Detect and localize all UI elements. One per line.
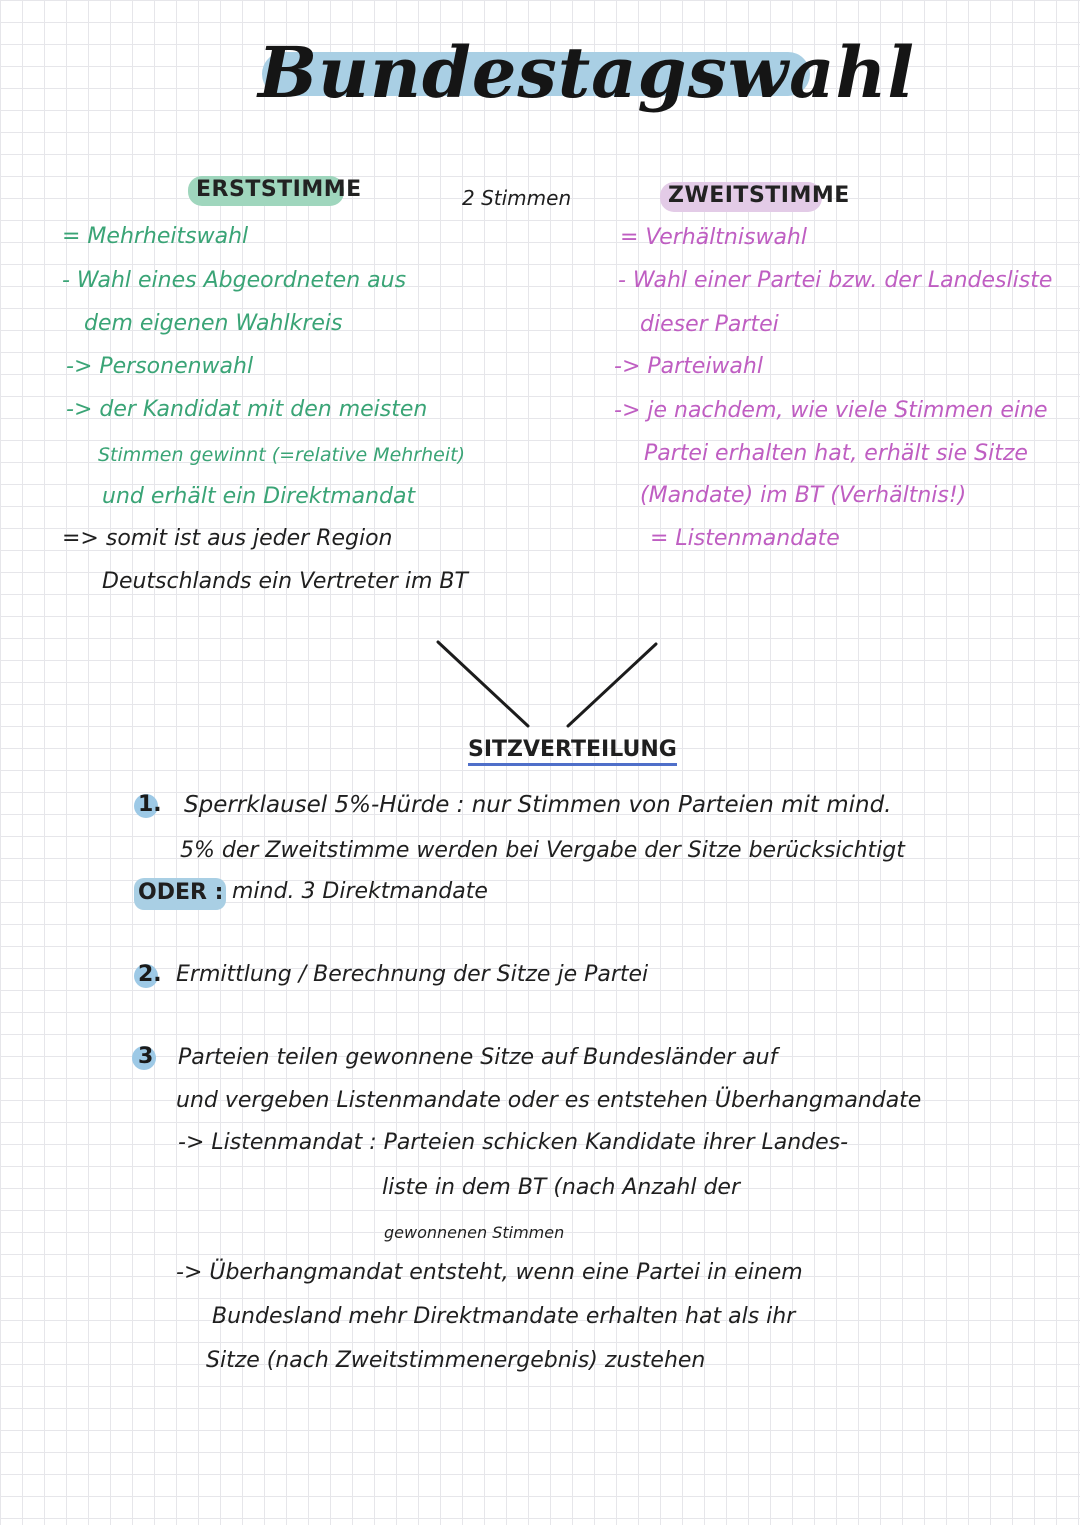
zweit-line-1: = Verhältniswahl xyxy=(620,225,807,250)
ueberhang-line-1: -> Überhangmandat entsteht, wenn eine Partei in einem xyxy=(176,1260,803,1285)
erststimme-heading: ERSTSTIMME xyxy=(196,177,362,202)
zweit-line-7: (Mandate) im BT (Verhältnis!) xyxy=(640,483,967,508)
item3-line-2: und vergeben Listenmandate oder es entstehen Überhangmandate xyxy=(176,1088,922,1113)
erst-line-7: und erhält ein Direktmandat xyxy=(102,484,416,509)
zweitstimme-heading: ZWEITSTIMME xyxy=(668,183,850,208)
item3-number: 3 xyxy=(138,1044,154,1069)
erst-conclusion-2: Deutschlands ein Vertreter im BT xyxy=(102,569,468,594)
zweit-line-3: dieser Partei xyxy=(640,312,779,337)
listenmandat-line-2: liste in dem BT (nach Anzahl der xyxy=(382,1175,740,1200)
erst-line-4: -> Personenwahl xyxy=(66,354,254,379)
item2-number: 2. xyxy=(138,962,162,987)
erst-line-6: Stimmen gewinnt (=relative Mehrheit) xyxy=(98,444,465,466)
item1-line-1: Sperrklausel 5%-Hürde : nur Stimmen von Parteien mit mind. xyxy=(184,792,892,818)
erst-line-1: = Mehrheitswahl xyxy=(62,224,249,249)
zweit-line-5: -> je nachdem, wie viele Stimmen eine xyxy=(614,398,1048,423)
zweit-line-6: Partei erhalten hat, erhält sie Sitze xyxy=(644,441,1028,466)
item1-number: 1. xyxy=(138,792,162,817)
page-title: Bundestagswahl xyxy=(258,31,915,114)
zweit-line-4: -> Parteiwahl xyxy=(614,354,763,379)
center-label: 2 Stimmen xyxy=(462,186,572,210)
converging-lines-icon xyxy=(430,636,662,732)
sitzverteilung-heading: SITZVERTEILUNG xyxy=(468,737,677,766)
erst-line-2: - Wahl eines Abgeordneten aus xyxy=(62,268,407,293)
ueberhang-line-2: Bundesland mehr Direktmandate erhalten hat als ihr xyxy=(212,1304,796,1329)
oder-text: mind. 3 Direktmandate xyxy=(232,879,488,904)
ueberhang-line-3: Sitze (nach Zweitstimmenergebnis) zustehen xyxy=(206,1348,706,1373)
oder-label: ODER : xyxy=(138,880,224,905)
erst-line-3: dem eigenen Wahlkreis xyxy=(84,311,343,336)
zweit-line-2: - Wahl einer Partei bzw. der Landesliste xyxy=(618,268,1053,293)
listenmandat-line-3: gewonnenen Stimmen xyxy=(384,1223,565,1242)
zweit-line-8: = Listenmandate xyxy=(650,526,840,551)
listenmandat-line-1: -> Listenmandat : Parteien schicken Kandidate ihrer Landes- xyxy=(178,1130,849,1155)
erst-line-5: -> der Kandidat mit den meisten xyxy=(66,397,428,422)
item2-text: Ermittlung / Berechnung der Sitze je Partei xyxy=(176,962,649,987)
item3-line-1: Parteien teilen gewonnene Sitze auf Bundesländer auf xyxy=(178,1045,778,1070)
erst-conclusion-1: => somit ist aus jeder Region xyxy=(62,526,393,551)
item1-line-2: 5% der Zweitstimme werden bei Vergabe der Sitze berücksichtigt xyxy=(180,838,905,863)
